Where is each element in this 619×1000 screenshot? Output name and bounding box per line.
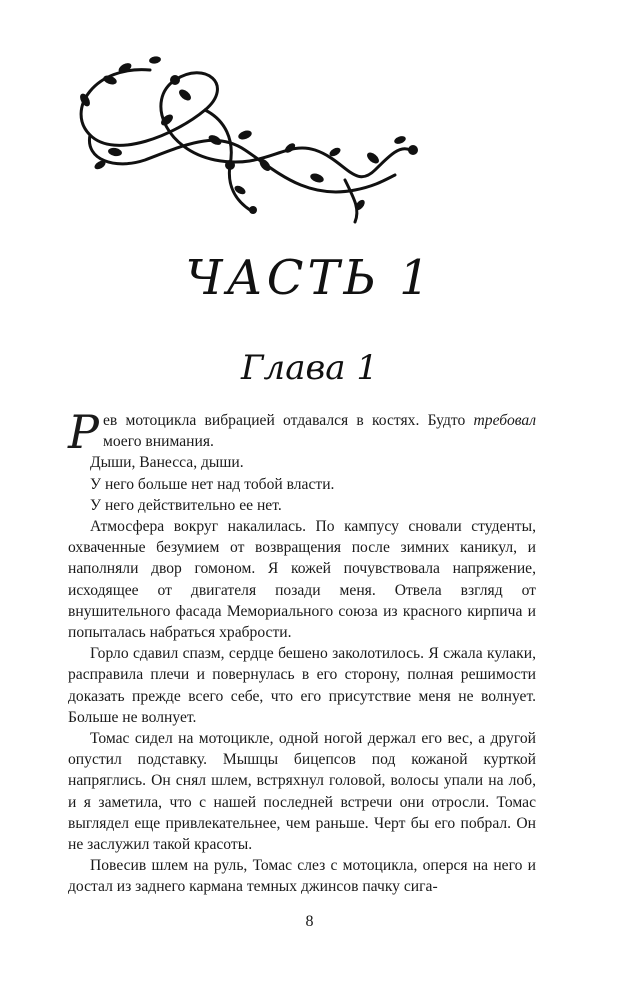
paragraph: У него больше нет над тобой власти. <box>90 475 335 493</box>
paragraph: Горло сдавил спазм, сердце бешено заколотилось. Я сжала кулаки, расправила плечи и повернулась в его сторону, полная решимости доказать прежде всего себе, что его присутствие меня не волнует. Больше не волнует. <box>68 645 536 726</box>
drop-cap: Р <box>68 405 99 459</box>
page-number: 8 <box>305 913 314 930</box>
part-title: ЧАСТЬ 1 <box>185 250 434 306</box>
paragraph <box>68 405 536 459</box>
body-text <box>68 405 536 898</box>
paragraph: Повесив шлем на руль, Томас слез с мотоцикла, оперся на него и достал из заднего кармана темных джинсов пачку сига- <box>68 857 536 896</box>
emphasis-text: требовал <box>473 412 536 429</box>
vine-flourish-icon <box>55 40 425 230</box>
paragraph: Дыши, Ванесса, дыши. <box>90 454 244 472</box>
paragraph-text: моего внимания. <box>102 433 214 451</box>
chapter-title: Глава 1 <box>241 348 378 388</box>
paragraph-text: ев мотоцикла вибрацией отдавался в костях. Будто <box>102 412 474 429</box>
paragraph: Атмосфера вокруг накалилась. По кампусу сновали студенты, охваченные безумием от возвращения после зимних каникул, и наполняли двор гомоном. Я кожей почувствовала напряжение, исходящее от двигателя позади меня. Отвела взгляд от внушительного фасада Мемориального союза из красного кирпича и попыталась набраться храбрости. <box>68 518 536 642</box>
paragraph: Томас сидел на мотоцикле, одной ногой держал его вес, а другой опустил подставку. Мышцы бицепсов под кожаной курткой напряглись. Он снял шлем, встряхнул головой, волосы упали на лоб, и я заметила, что с нашей последней встречи они отросли. Томас выглядел еще привлекательнее, чем раньше. Черт бы его побрал. Он не заслужил такой красоты. <box>68 730 536 854</box>
paragraph: У него действительно ее нет. <box>90 496 282 514</box>
